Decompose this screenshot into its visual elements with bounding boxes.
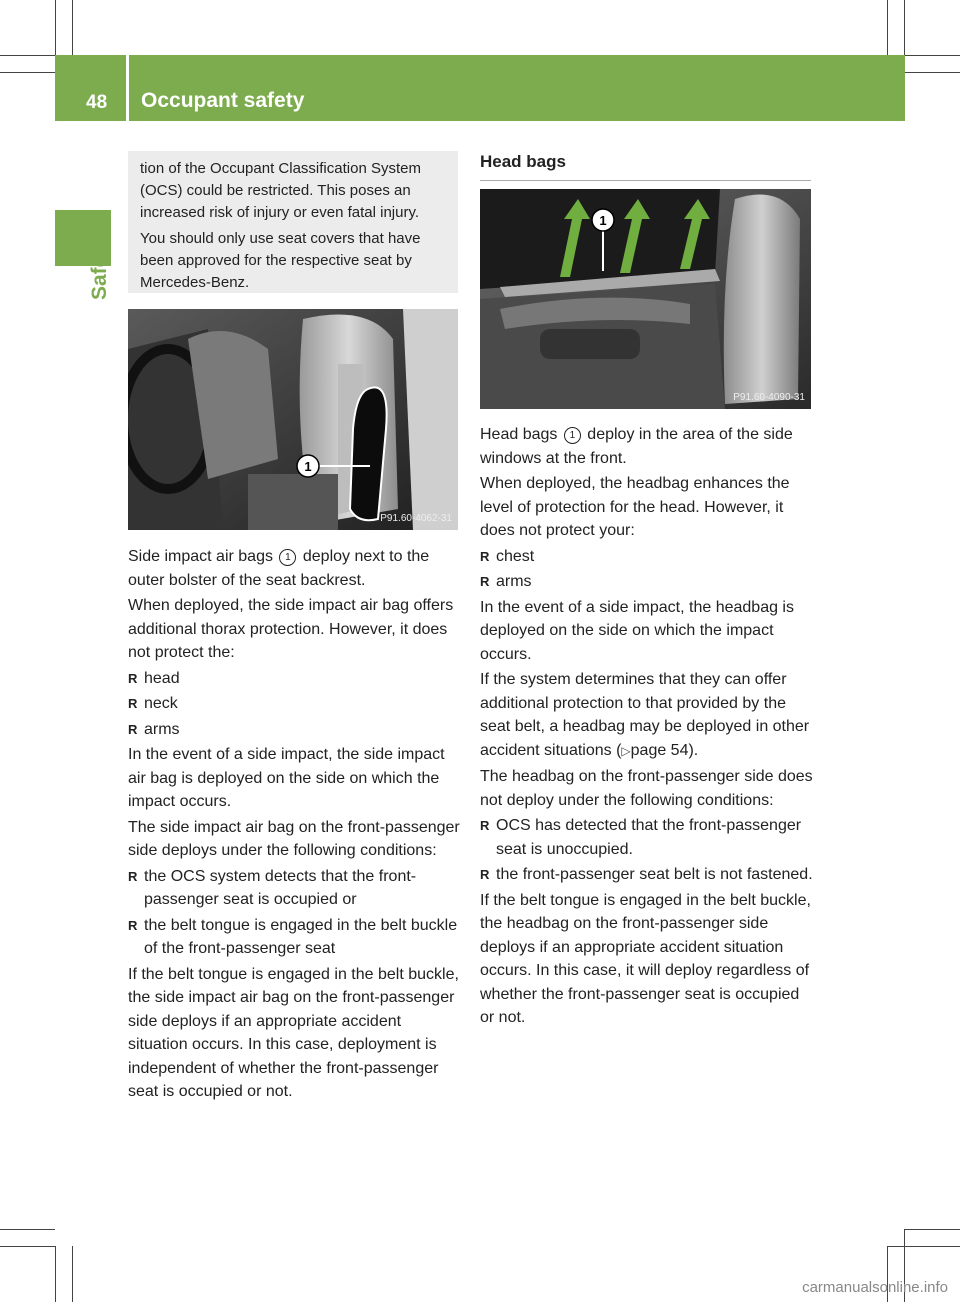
head-airbag-photo [480, 189, 811, 409]
intro-text: Head bags [480, 426, 558, 443]
list-item: R arms [128, 718, 460, 742]
right-paragraph: If the belt tongue is engaged in the belt buckle, the headbag on the front-passenger side deploys if an appropriate accident situation occurs. In this case, it will deploy regardless of whether the front-passenger seat is occupied or not. [480, 891, 811, 1026]
list-item: R OCS has detected that the front-passenger seat is unoccupied. [480, 814, 813, 861]
crop-mark [905, 1229, 960, 1230]
page-number: 48 [86, 92, 108, 113]
list-item: R the front-passenger seat belt is not fastened. [480, 863, 813, 887]
header-separator [126, 55, 129, 121]
crop-mark [0, 55, 55, 56]
callout-badge: 1 [564, 427, 581, 444]
right-paragraph [480, 668, 813, 763]
left-paragraph: In the event of a side impact, the side impact air bag is deployed on the side on which the impact occurs. [128, 746, 445, 810]
right-paragraph: In the event of a side impact, the headbag is deployed on the side on which the impact occurs. [480, 598, 794, 663]
left-paragraph: If the belt tongue is engaged in the belt buckle, the side impact air bag on the front-passenger side deploys if an appropriate accident situation occurs. In this case, deployment is independent of whether the front-passenger seat is occupied or not. [128, 965, 459, 1100]
crop-mark [72, 0, 73, 55]
crop-mark [0, 1246, 55, 1247]
list-item: R chest [480, 545, 813, 569]
crop-mark [888, 1246, 960, 1247]
crop-mark [887, 0, 888, 55]
right-intro [480, 423, 813, 470]
crop-mark [905, 72, 960, 73]
intro-text: deploy next to the outer bolster of the seat backrest. [128, 548, 430, 589]
list-item: R the OCS system detects that the front-passenger seat is occupied or [128, 865, 460, 912]
note-paragraph: tion of the Occupant Classification System (OCS) could be restricted. This poses an increased risk of injury or even fatal injury. [140, 160, 421, 221]
callout-badge: 1 [279, 549, 296, 566]
callout-number: 1 [304, 459, 312, 474]
warning-note [128, 151, 458, 293]
right-paragraph: The headbag on the front-passenger side does not deploy under the following conditions: [480, 768, 813, 809]
list-item: R head [128, 667, 460, 691]
watermark: carmanualsonline.info [802, 1279, 948, 1296]
list-item: R the belt tongue is engaged in the belt buckle of the front-passenger seat [128, 914, 460, 961]
side-airbag-photo [128, 309, 458, 530]
paragraph-text: If the system determines that they can offer additional protection to that provided by the seat belt, a headbag may be deployed in other accident situations ( [480, 671, 810, 759]
crop-mark [0, 72, 55, 73]
page-ref-arrow-icon: ▷ [621, 743, 631, 758]
left-intro [128, 545, 460, 592]
left-paragraph: The side impact air bag on the front-passenger side deploys under the following conditions: [128, 818, 460, 859]
conditions-list [480, 814, 813, 887]
crop-mark [55, 0, 56, 55]
conditions-list [128, 865, 460, 961]
figure-code: P91.60-4090-31 [733, 392, 805, 403]
section-heading: Head bags [480, 152, 811, 181]
left-paragraph: When deployed, the side impact air bag offers additional thorax protection. However, it does not protect the: [128, 597, 454, 661]
crop-mark [905, 55, 960, 56]
intro-text: deploy in the area of the side windows at the front. [480, 426, 793, 467]
intro-text: Side impact air bags [128, 548, 273, 565]
protection-list [480, 545, 813, 594]
page-reference-link[interactable]: page 54). [630, 741, 699, 759]
protection-list [128, 667, 460, 742]
crop-mark [0, 1229, 55, 1230]
right-paragraph: When deployed, the headbag enhances the level of protection for the head. However, it does not protect your: [480, 475, 790, 539]
figure-code: P91.60-4062-31 [380, 513, 452, 524]
left-column [128, 545, 460, 1106]
crop-mark [55, 1246, 56, 1302]
list-item: R neck [128, 692, 460, 716]
door-illustration [480, 189, 811, 409]
list-item: R arms [480, 570, 813, 594]
crop-mark [904, 0, 905, 55]
section-label: Safety [88, 236, 111, 300]
page-title: Occupant safety [141, 89, 305, 112]
crop-mark [72, 1246, 73, 1302]
note-paragraph: You should only use seat covers that have been approved for the respective seat by Mercedes-Benz. [140, 230, 421, 291]
seat-illustration [128, 309, 458, 530]
right-column [480, 423, 813, 1032]
callout-number: 1 [599, 213, 607, 228]
